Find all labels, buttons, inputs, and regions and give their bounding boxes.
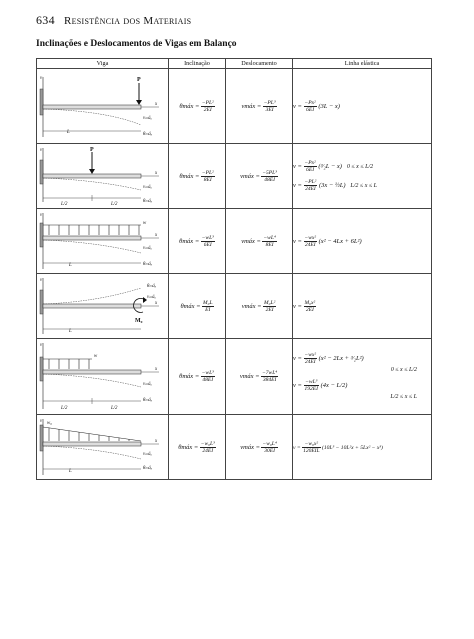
vmax-label: vₘáₓ [143,185,152,190]
load-label: w [94,354,98,359]
fixed-support [40,425,43,451]
denominator: 2EI [305,306,314,313]
denominator: 3EI [265,106,274,113]
slope-fraction [201,370,215,383]
v-axis-label: v [40,343,43,348]
cantilever-table [36,58,432,480]
beam [43,304,141,308]
load-label: w₀ [47,421,52,426]
numerator: −wL³ [305,378,318,385]
numerator: M₀L [202,299,213,306]
numerator: −Px² [304,99,316,106]
half-length-label: L/2 [61,202,68,207]
table-header-row [37,59,432,69]
thmax-label: θₘáₓ [143,199,153,204]
elastic-lhs: v = [293,102,302,110]
numerator: −w₀x² [302,441,321,448]
fixed-support [40,89,43,115]
load-label: P [137,77,141,83]
fixed-support [40,290,43,314]
elastic-fraction [304,379,319,392]
defl-fraction [262,235,276,248]
page-header [36,13,191,28]
section-title: Inclinações e Deslocamentos de Vigas em Balanço [36,39,237,49]
elastic-cell-5 [293,339,432,415]
elastic-rest: (3L − x) [318,102,340,110]
vmax-label: vₘáₓ [143,452,152,457]
slope-lhs: θmáx = [179,237,200,245]
deflection-cell-6 [226,415,293,480]
numerator: −7wL⁴ [262,370,278,376]
elastic-fraction [304,179,318,192]
numerator: −w₀L³ [200,440,215,447]
beam-1-svg [37,69,169,143]
elastic-fraction [302,441,321,454]
numerator: −Px² [304,160,316,166]
numerator: M₀L² [264,299,276,306]
defl-lhs: vmáx = [241,302,262,310]
x-axis-label: x [155,367,158,372]
denominator: 24EI [304,358,316,365]
defl-fraction [261,170,278,183]
deflected-shape [43,374,141,387]
deflection-cell-4 [226,274,293,339]
slope-lhs: θmáx = [179,102,200,110]
vmax-label: vₘáₓ [143,116,152,121]
deflection-cell-2 [226,144,293,209]
denominator: 192EI [304,385,318,392]
deflection-cell-5 [226,339,293,415]
beam-diagram-3 [37,209,169,274]
fixed-support [40,160,43,184]
denominator: 24EI [202,447,214,454]
col-header-slope: Inclinação [169,59,226,69]
numerator: −w₀L⁴ [262,440,277,447]
defl-fraction [263,100,277,113]
beam-4-svg [37,274,169,338]
slope-cell-4 [169,274,226,339]
table-row [37,415,432,480]
elastic-cell-1 [293,69,432,144]
defl-lhs: vmáx = [240,443,260,451]
beam-2-svg [37,144,169,208]
table-row [37,144,432,209]
elastic-line [293,235,431,248]
deflection-cell-1 [226,69,293,144]
slope-cell-6 [169,415,226,480]
page-number: 634 [36,13,55,27]
table-row [37,69,432,144]
denominator: 24EI [304,241,316,248]
col-header-elastic: Linha elástica [293,59,432,69]
numerator: −PL² [201,99,214,106]
half-length-label: L/2 [111,202,118,207]
beam-5-svg [37,339,169,414]
x-axis-label: x [155,233,158,238]
defl-lhs: vmáx = [239,372,260,380]
deflected-shape [43,446,141,459]
numerator: −wx² [304,351,317,358]
elastic-lhs: v = [293,181,302,189]
elastic-condition: 0 ≤ x ≤ L/2 [390,366,417,373]
table-row [37,209,432,274]
beam-diagram-1 [37,69,169,144]
elastic-fraction [304,235,317,248]
beam [43,370,141,374]
slope-cell-2 [169,144,226,209]
slope-lhs: θmáx = [179,372,200,380]
defl-fraction [263,300,276,313]
denominator: 30EI [264,447,275,454]
slope-cell-5 [169,339,226,415]
elastic-fraction [304,100,317,113]
point-load-arrow [89,169,95,174]
table-row [37,339,432,415]
numerator: −wx² [304,234,317,241]
v-axis-label: v [40,148,43,153]
numerator: M₀x² [304,299,316,306]
deflection-cell-3 [226,209,293,274]
elastic-cell-2 [293,144,432,209]
slope-fraction [200,441,216,454]
denominator: 48EI [202,377,214,383]
book-title: Resistência dos Materiais [63,15,192,27]
beam [43,442,141,446]
beam [43,236,141,240]
col-header-beam: Viga [37,59,169,69]
col-header-deflection: Deslocamento [226,59,293,69]
elastic-line [293,160,431,173]
v-axis-label: v [40,419,43,424]
triangular-load-arrows [49,428,129,441]
elastic-line [293,352,431,365]
elastic-line [293,300,431,313]
elastic-rest: (3x − ½L) [318,181,346,189]
slope-cell-3 [169,209,226,274]
slope-cell-1 [169,69,226,144]
denominator: 120EIL [303,447,320,454]
beam [43,105,141,109]
numerator: −wL⁴ [263,234,276,241]
elastic-line [293,441,431,454]
beam-diagram-2 [37,144,169,209]
slope-fraction [201,170,215,183]
denominator: 48EI [264,176,275,183]
vmax-label: vₘáₓ [143,246,152,251]
elastic-line [293,379,431,392]
elastic-line [293,100,431,113]
thmax-label: θₘáₓ [143,398,153,403]
elastic-cell-3 [293,209,432,274]
elastic-fraction [304,160,317,173]
denominator: EI [205,306,211,313]
elastic-fraction [304,300,317,313]
elastic-lhs: v = [293,381,302,389]
denominator: 6EI [203,241,212,248]
load-label: w [143,221,147,226]
v-axis-label: v [40,213,43,218]
distributed-load-arrows [49,225,139,235]
elastic-rest: (³⁄₂L − x) [318,162,342,170]
elastic-lhs: v = [293,354,302,362]
denominator: 384EI [262,377,277,383]
slope-fraction [201,235,215,248]
length-label: L [69,469,72,474]
fixed-support [40,223,43,247]
thmax-label: θₘáₓ [143,262,153,267]
elastic-lhs: v = [293,237,302,245]
defl-lhs: vmáx = [241,102,262,110]
elastic-rest: (4x − L/2) [320,381,348,389]
slope-lhs: θmáx = [180,302,201,310]
denominator: 2EI [203,106,212,113]
elastic-fraction [304,352,317,365]
numerator: −wL³ [201,370,214,376]
elastic-cell-4 [293,274,432,339]
table-row [37,274,432,339]
fixed-support [40,357,43,381]
v-axis-label: v [40,278,43,283]
half-length-label: L/2 [111,406,118,411]
x-axis-label: x [155,171,158,176]
defl-fraction [261,441,277,454]
elastic-line [293,179,431,192]
moment-label: M₀ [135,318,143,324]
length-label: L [69,329,72,334]
elastic-lhs: v = [293,162,302,170]
deflected-shape [43,178,141,190]
slope-fraction [202,300,214,313]
elastic-rest: (10L³ − 10L²x + 5Lx² − x³) [321,444,383,451]
slope-fraction [201,100,215,113]
x-axis-label: x [155,439,158,444]
elastic-condition: L/2 ≤ x ≤ L [390,393,417,400]
distributed-load-arrows [49,359,89,369]
deflected-shape [43,109,141,125]
point-load-arrow [136,100,142,105]
elastic-condition: 0 ≤ x ≤ L/2 [346,163,374,170]
numerator: −wL³ [201,234,214,241]
elastic-line [293,392,431,402]
vmax-label: vₘáₓ [143,382,152,387]
beam-diagram-5 [37,339,169,415]
elastic-rest: (x² − 4Lx + 6L²) [318,237,362,245]
v-axis-label: v [40,76,43,81]
vmax-label: vₘáₓ [147,295,156,300]
half-length-label: L/2 [61,406,68,411]
numerator: −PL³ [263,99,276,106]
denominator: 2EI [265,306,274,313]
elastic-cell-6 [293,415,432,480]
load-line [43,427,141,441]
beam-diagram-4 [37,274,169,339]
defl-lhs: vmáx = [241,237,261,245]
deflected-shape [43,240,141,253]
elastic-lhs: v = [293,302,302,310]
denominator: 24EI [305,186,316,192]
elastic-condition: L/2 ≤ x ≤ L [350,182,377,189]
elastic-lhs: v = [293,444,301,451]
length-label: L [67,130,70,135]
numerator: −5PL³ [262,169,277,176]
thmax-label: θₘáₓ [143,132,153,137]
beam-6-svg [37,415,169,479]
denominator: 6EI [306,106,315,113]
denominator: 8EI [265,241,274,248]
denominator: 8EI [203,176,212,183]
numerator: −PL² [201,169,214,176]
thmax-label: θₘáₓ [147,284,157,289]
denominator: 6EI [306,167,315,173]
numerator: −PL² [304,179,317,185]
defl-fraction [261,370,278,383]
slope-lhs: θmáx = [178,443,199,451]
deflected-shape [43,288,141,304]
slope-lhs: θmáx = [179,172,200,180]
beam-diagram-6 [37,415,169,480]
length-label: L [69,263,72,268]
load-label: P [90,147,94,153]
beam-3-svg [37,209,169,273]
defl-lhs: vmáx = [240,172,260,180]
x-axis-label: x [155,301,158,306]
elastic-line [293,365,431,375]
beam [43,174,141,178]
thmax-label: θₘáₓ [143,466,153,471]
elastic-rest: (x² − 2Lx + ³⁄₂L²) [318,354,364,362]
x-axis-label: x [155,102,158,107]
